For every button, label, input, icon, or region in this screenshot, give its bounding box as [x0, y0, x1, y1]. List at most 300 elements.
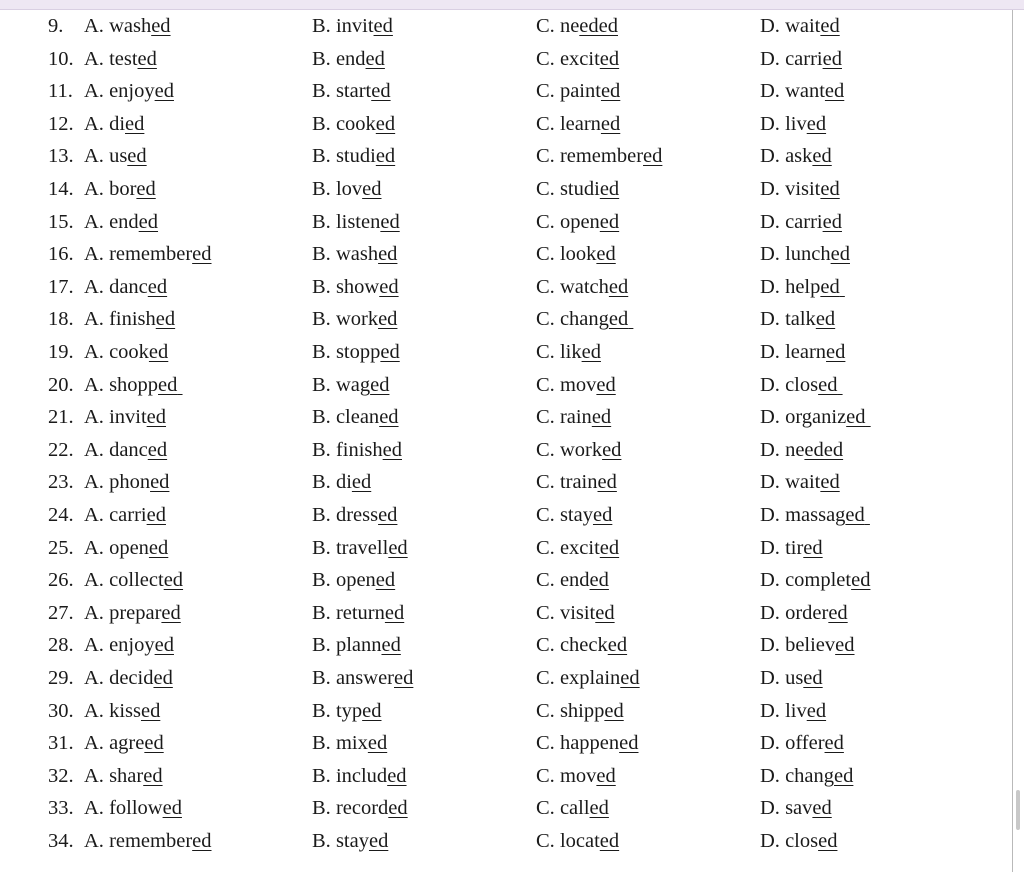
underlined-ending: ed — [362, 699, 382, 722]
underline-trail — [837, 374, 842, 396]
word-stem: remember — [559, 145, 644, 168]
question-row — [0, 434, 1010, 467]
word-stem: cook — [109, 341, 149, 363]
underlined-ending: ed — [806, 112, 827, 135]
option-letter: C. — [536, 699, 560, 722]
worksheet-page — [0, 10, 1013, 872]
option-letter: B. — [312, 178, 336, 200]
underlined-ending: ed — [380, 210, 400, 233]
underlined-ending: ed — [591, 406, 612, 429]
question-row — [0, 271, 1010, 304]
word-stem: carri — [785, 210, 823, 233]
word-stem: return — [335, 601, 385, 624]
option-a — [84, 369, 183, 402]
question-number: 21. — [48, 406, 74, 429]
option-letter: D. — [760, 112, 786, 135]
question-number: 16. — [48, 243, 74, 266]
option-a — [84, 303, 175, 336]
option-letter: C. — [536, 764, 560, 787]
question-row — [0, 401, 1010, 434]
option-letter: C. — [536, 634, 560, 657]
underlined-ending: ed — [380, 341, 400, 363]
option-letter: A. — [84, 15, 110, 37]
option-b — [312, 564, 395, 597]
underlined-ending: ed — [824, 732, 844, 755]
option-letter: C. — [536, 178, 560, 200]
option-c — [536, 695, 624, 728]
option-letter: A. — [84, 243, 110, 266]
underlined-ending: ed — [803, 667, 823, 689]
option-a — [84, 75, 174, 108]
option-a — [84, 271, 167, 304]
option-letter: A. — [84, 601, 110, 624]
word-stem: wash — [335, 243, 379, 266]
word-stem: us — [785, 667, 804, 689]
underlined-ending: ed — [595, 601, 615, 624]
underlined-ending: ed — [602, 438, 622, 461]
option-c — [536, 43, 619, 76]
underlined-ending: ed — [162, 797, 182, 820]
option-letter: C. — [536, 112, 560, 135]
option-letter: C. — [536, 797, 560, 820]
word-stem: offer — [785, 732, 825, 755]
option-letter: A. — [84, 830, 110, 852]
word-stem: open — [559, 210, 600, 233]
underlined-ending: ed — [150, 471, 170, 494]
underlined-ending: ed — [830, 243, 850, 266]
option-letter: D. — [760, 536, 786, 559]
word-stem: show — [335, 275, 380, 298]
option-a — [84, 629, 174, 662]
question-row — [0, 238, 1010, 271]
option-letter: A. — [84, 47, 110, 70]
word-stem: lov — [335, 178, 363, 200]
word-stem: studi — [559, 178, 600, 200]
right-gutter — [1013, 10, 1024, 872]
question-row — [0, 499, 1010, 532]
option-a — [84, 140, 147, 173]
question-number: 27. — [48, 601, 74, 624]
underlined-ending: ed — [596, 243, 616, 266]
word-stem: wash — [109, 15, 152, 37]
underline-trail — [628, 308, 633, 330]
word-stem: invit — [109, 406, 147, 429]
underlined-ending: ed — [163, 569, 184, 592]
option-letter: D. — [760, 830, 786, 852]
option-letter: A. — [84, 471, 110, 494]
word-stem: mov — [559, 373, 597, 396]
underlined-ending: ed — [143, 764, 163, 787]
underlined-ending: ed — [140, 699, 161, 722]
underlined-ending: ed — [820, 178, 840, 200]
question-row — [0, 760, 1010, 793]
underlined-ending: ed — [151, 15, 171, 37]
option-letter: C. — [536, 406, 560, 429]
option-a — [84, 206, 158, 239]
question-row — [0, 173, 1010, 206]
word-stem: typ — [335, 699, 363, 722]
underlined-ending: ed — [136, 178, 156, 200]
word-stem: stay — [335, 830, 369, 852]
underlined-ending: ed — [597, 471, 617, 494]
underlined-ending: ed — [589, 569, 609, 592]
option-b — [312, 434, 402, 467]
word-stem: explain — [559, 667, 621, 689]
word-stem: ne — [559, 15, 580, 37]
option-letter: A. — [84, 308, 110, 331]
underlined-ending: ed — [596, 764, 616, 787]
word-stem: carri — [109, 504, 147, 526]
option-letter: D. — [760, 373, 786, 396]
question-number: 25. — [48, 536, 74, 559]
option-d — [760, 206, 842, 239]
underlined-ending: ed — [828, 601, 848, 624]
underlined-ending: ed — [851, 569, 871, 592]
word-stem: collect — [109, 569, 164, 592]
underlined-ending: ed — [806, 699, 827, 722]
option-a — [84, 564, 183, 597]
underlined-ending: ed — [812, 797, 832, 820]
option-letter: C. — [536, 308, 560, 331]
underlined-ending: ed — [138, 210, 159, 233]
option-letter: A. — [84, 112, 110, 135]
word-stem: learn — [785, 341, 827, 363]
underlined-ending: ed — [822, 210, 842, 233]
question-number: 24. — [48, 504, 74, 526]
underlined-ending: ed — [846, 406, 866, 429]
option-letter: C. — [536, 80, 560, 103]
option-a — [84, 499, 166, 532]
option-letter: C. — [536, 210, 560, 233]
word-stem: dress — [335, 504, 379, 526]
option-letter: B. — [312, 47, 336, 70]
option-b — [312, 825, 388, 858]
word-stem: shipp — [559, 699, 605, 722]
scroll-indicator[interactable] — [1016, 790, 1020, 830]
word-stem: shopp — [109, 373, 159, 396]
word-stem: work — [559, 438, 603, 461]
word-stem: answer — [335, 667, 394, 689]
underlined-ending: ed — [596, 373, 616, 396]
option-letter: B. — [312, 275, 336, 298]
option-letter: D. — [760, 764, 786, 787]
option-letter: C. — [536, 438, 560, 461]
option-letter: B. — [312, 341, 336, 363]
word-stem: believ — [785, 634, 836, 657]
underlined-ending: ed — [826, 341, 846, 363]
underlined-ending: ed — [643, 145, 663, 168]
option-c — [536, 108, 620, 141]
question-number: 32. — [48, 764, 74, 787]
option-d — [760, 43, 842, 76]
option-c — [536, 434, 621, 467]
option-d — [760, 760, 853, 793]
option-letter: B. — [312, 764, 336, 787]
option-c — [536, 206, 619, 239]
word-stem: complet — [785, 569, 852, 592]
option-letter: D. — [760, 797, 786, 820]
underlined-ending: ed — [599, 536, 620, 559]
option-a — [84, 695, 160, 728]
underlined-ending: ed — [155, 308, 176, 331]
word-stem: end — [109, 210, 139, 233]
option-b — [312, 695, 382, 728]
question-row — [0, 108, 1010, 141]
question-number: 23. — [48, 471, 74, 494]
option-c — [536, 499, 612, 532]
option-letter: A. — [84, 536, 110, 559]
question-number: 22. — [48, 438, 74, 461]
word-stem: work — [335, 308, 379, 331]
question-row — [0, 369, 1010, 402]
option-letter: D. — [760, 634, 786, 657]
word-stem: lik — [559, 341, 582, 363]
option-c — [536, 727, 639, 760]
underlined-ending: ed — [818, 830, 838, 852]
option-letter: C. — [536, 667, 560, 689]
question-number: 28. — [48, 634, 74, 657]
option-letter: D. — [760, 15, 786, 37]
word-stem: finish — [335, 438, 383, 461]
word-stem: danc — [109, 275, 148, 298]
underlined-ending: ed — [378, 243, 398, 266]
option-b — [312, 303, 397, 336]
option-letter: B. — [312, 569, 336, 592]
option-b — [312, 727, 387, 760]
underlined-ending: ed — [845, 504, 865, 526]
word-stem: decid — [109, 667, 154, 689]
word-stem: liv — [785, 112, 807, 135]
option-b — [312, 792, 408, 825]
underlined-ending: ed — [608, 275, 629, 298]
word-stem: chang — [559, 308, 609, 331]
question-row — [0, 629, 1010, 662]
underlined-ending: ed — [820, 471, 840, 494]
option-letter: C. — [536, 471, 560, 494]
option-letter: D. — [760, 243, 786, 266]
word-stem: help — [785, 275, 821, 298]
option-c — [536, 303, 633, 336]
option-a — [84, 597, 181, 630]
underline-trail — [840, 276, 845, 298]
option-c — [536, 238, 616, 271]
word-stem: prepar — [109, 601, 162, 624]
underlined-ending: ed — [388, 797, 408, 820]
underlined-ending: ed — [378, 504, 398, 526]
underline-trail — [865, 504, 870, 526]
option-d — [760, 532, 823, 565]
question-number: 20. — [48, 373, 74, 396]
option-letter: A. — [84, 275, 110, 298]
option-d — [760, 629, 855, 662]
underlined-ending: ed — [604, 699, 624, 722]
option-letter: A. — [84, 764, 110, 787]
word-stem: carri — [785, 47, 823, 70]
option-letter: D. — [760, 471, 786, 494]
underlined-ending: eded — [579, 15, 618, 37]
word-stem: end — [559, 569, 590, 592]
underlined-ending: ed — [146, 406, 167, 429]
option-letter: C. — [536, 145, 560, 168]
word-stem: visit — [785, 178, 821, 200]
option-a — [84, 173, 156, 206]
underlined-ending: ed — [144, 732, 164, 755]
word-stem: tir — [785, 536, 804, 559]
question-number: 12. — [48, 112, 74, 135]
option-d — [760, 662, 823, 695]
underlined-ending: ed — [608, 308, 629, 331]
question-number: 18. — [48, 308, 74, 331]
word-stem: visit — [559, 601, 596, 624]
question-number: 30. — [48, 699, 74, 722]
word-stem: check — [559, 634, 608, 657]
option-letter: B. — [312, 243, 336, 266]
question-row — [0, 140, 1010, 173]
underlined-ending: ed — [812, 145, 832, 168]
word-stem: di — [109, 112, 126, 135]
underlined-ending: ed — [592, 504, 613, 526]
option-letter: A. — [84, 699, 110, 722]
option-letter: D. — [760, 504, 786, 526]
option-b — [312, 401, 399, 434]
underlined-ending: ed — [370, 373, 390, 396]
option-letter: B. — [312, 601, 336, 624]
option-letter: C. — [536, 504, 560, 526]
option-letter: C. — [536, 373, 560, 396]
option-c — [536, 369, 616, 402]
word-stem: learn — [559, 112, 601, 135]
option-d — [760, 271, 845, 304]
option-c — [536, 173, 619, 206]
underlined-ending: ed — [367, 732, 388, 755]
option-d — [760, 303, 835, 336]
option-a — [84, 43, 157, 76]
underlined-ending: ed — [834, 764, 854, 787]
underlined-ending: ed — [375, 112, 396, 135]
underlined-ending: ed — [607, 634, 628, 657]
option-letter: C. — [536, 341, 560, 363]
word-stem: open — [335, 569, 376, 592]
word-stem: clos — [785, 830, 819, 852]
word-stem: organiz — [785, 406, 847, 429]
option-b — [312, 108, 395, 141]
word-stem: ne — [785, 438, 805, 461]
option-d — [760, 792, 832, 825]
option-b — [312, 206, 400, 239]
word-stem: clean — [335, 406, 380, 429]
underlined-ending: ed — [125, 112, 145, 135]
option-letter: B. — [312, 308, 336, 331]
option-c — [536, 271, 628, 304]
option-letter: B. — [312, 732, 336, 755]
option-a — [84, 466, 169, 499]
option-letter: B. — [312, 373, 336, 396]
word-stem: wait — [785, 15, 821, 37]
option-letter: B. — [312, 699, 336, 722]
option-a — [84, 532, 168, 565]
option-d — [760, 825, 837, 858]
option-letter: B. — [312, 797, 336, 820]
option-d — [760, 75, 844, 108]
option-b — [312, 140, 395, 173]
word-stem: danc — [109, 438, 148, 461]
option-b — [312, 499, 397, 532]
word-stem: test — [109, 47, 138, 70]
option-letter: A. — [84, 145, 110, 168]
word-stem: chang — [785, 764, 835, 787]
option-letter: C. — [536, 275, 560, 298]
question-row — [0, 792, 1010, 825]
word-stem: us — [109, 145, 128, 168]
underlined-ending: ed — [378, 308, 398, 331]
word-stem: di — [335, 471, 352, 494]
underlined-ending: ed — [382, 438, 402, 461]
option-letter: D. — [760, 178, 786, 200]
word-stem: includ — [335, 764, 388, 787]
option-letter: A. — [84, 634, 110, 657]
option-letter: C. — [536, 243, 560, 266]
option-letter: D. — [760, 275, 786, 298]
option-letter: C. — [536, 47, 560, 70]
word-stem: invit — [335, 15, 374, 37]
word-stem: sav — [785, 797, 813, 820]
option-letter: A. — [84, 667, 110, 689]
option-d — [760, 695, 826, 728]
underlined-ending: ed — [192, 243, 212, 266]
word-stem: locat — [559, 830, 600, 852]
word-stem: finish — [109, 308, 156, 331]
option-b — [312, 238, 397, 271]
word-stem: open — [109, 536, 149, 559]
option-letter: B. — [312, 634, 336, 657]
underlined-ending: ed — [824, 80, 845, 103]
option-letter: B. — [312, 504, 336, 526]
option-d — [760, 401, 871, 434]
underlined-ending: ed — [362, 178, 382, 200]
question-row — [0, 532, 1010, 565]
question-row — [0, 597, 1010, 630]
word-stem: kiss — [109, 699, 141, 722]
option-letter: D. — [760, 80, 786, 103]
question-row — [0, 466, 1010, 499]
option-letter: D. — [760, 341, 786, 363]
question-number: 34. — [48, 830, 74, 852]
word-stem: paint — [559, 80, 601, 103]
underlined-ending: ed — [375, 569, 396, 592]
option-letter: B. — [312, 80, 336, 103]
underlined-ending: ed — [600, 112, 621, 135]
underlined-ending: ed — [161, 601, 181, 624]
option-letter: D. — [760, 438, 786, 461]
option-letter: A. — [84, 178, 110, 200]
option-c — [536, 792, 609, 825]
option-a — [84, 662, 173, 695]
underlined-ending: ed — [599, 47, 620, 70]
word-stem: start — [335, 80, 372, 103]
word-stem: ask — [785, 145, 813, 168]
underlined-ending: ed — [381, 634, 401, 657]
option-c — [536, 10, 618, 43]
option-a — [84, 825, 212, 858]
option-letter: D. — [760, 601, 786, 624]
option-letter: C. — [536, 15, 560, 37]
option-letter: C. — [536, 830, 560, 852]
word-stem: order — [785, 601, 829, 624]
option-b — [312, 173, 382, 206]
option-letter: C. — [536, 601, 560, 624]
underlined-ending: ed — [192, 830, 212, 852]
option-letter: A. — [84, 341, 110, 363]
